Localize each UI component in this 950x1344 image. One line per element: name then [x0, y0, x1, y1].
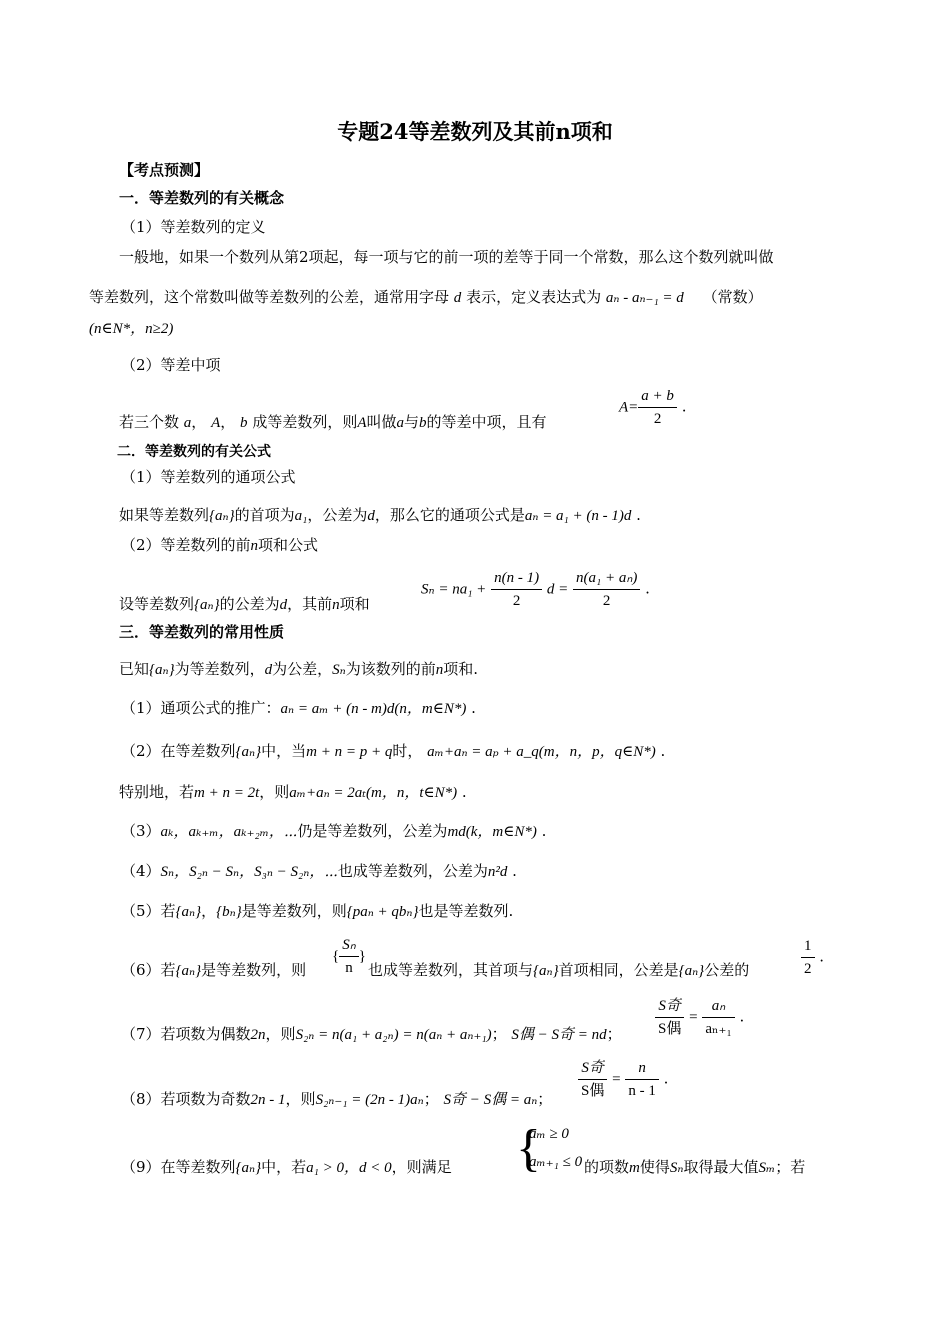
subheading-2-1: （1）等差数列的通项公式 [121, 468, 296, 486]
property-3: （3）aₖ，aₖ₊ₘ，aₖ₊₂ₘ，⋯仍是等差数列，公差为md(k，m∈N*) . [121, 822, 547, 840]
formula-sn-over-n: { $\frac{\text{Sₙ}}{n}$ } [332, 937, 366, 976]
property-9-tail: 的项数m使得Sₙ取得最大值Sₘ；若 [584, 1158, 806, 1176]
section-heading-1: 一．等差数列的有关概念 [119, 189, 285, 207]
subheading-2-2: （2）等差数列的前n项和公式 [121, 536, 319, 554]
page-title: 专题24等差数列及其前n项和 [337, 119, 613, 144]
property-8: （8）若项数为奇数2n - 1，则S₂ₙ₋₁ = (2n - 1)aₙ； S奇 − S偶 = aₙ； [121, 1090, 553, 1108]
formula-general-term: aₙ = a₁ + (n - 1)d [524, 508, 632, 524]
formula-one-half: $\frac{1}{2}$ . [801, 936, 824, 979]
subheading-1-2: （2）等差中项 [121, 356, 221, 374]
property-7: （7）若项数为偶数2n，则S₂ₙ = n(a₁ + a₂ₙ) = n(aₙ + aₙ₊₁)； S偶 − S奇 = nd； [121, 1025, 622, 1043]
section-heading-2: 二．等差数列的有关公式 [117, 444, 271, 460]
paragraph-given: 已知{aₙ}为等差数列，d为公差，Sₙ为该数列的前n项和. [119, 660, 479, 678]
formula-condition: (n∈N*，n≥2) [89, 321, 174, 337]
property-9: （9）在等差数列{aₙ}中，若a₁ > 0，d < 0，则满足 [121, 1158, 452, 1176]
property-2: （2）在等差数列{aₙ}中，当m + n = p + q时， aₘ+aₙ = aₚ + a_q(m，n，p，q∈N*) . [121, 742, 666, 760]
property-4: （4）Sₙ，S₂ₙ − Sₙ，S₃ₙ − S₂ₙ，⋯也成等差数列，公差为n²d . [121, 862, 517, 880]
property-2-special: 特别地，若m + n = 2t，则aₘ+aₙ = 2aₜ(m，n，t∈N*) . [119, 783, 467, 801]
paragraph-arith-mean: 若三个数 a， A， b 成等差数列，则A叫做a与b的等差中项，且有 [119, 413, 547, 431]
subheading-1-1: （1）等差数列的定义 [121, 218, 266, 236]
section-heading-3: 三．等差数列的常用性质 [119, 623, 285, 641]
formula-ratio-even: $\frac{\text{S奇}}{\text{S偶}}$ = $\frac{\text{aₙ}}{\text{aₙ₊₁}}$ . [655, 996, 744, 1039]
formula-sum: Sₙ = na₁ + $\frac{n(n - 1)}{2}$ d = $\frac{\text{n(a₁ + aₙ)}}{2}$ . [421, 570, 650, 609]
formula-definition: aₙ - aₙ₋₁ = d [605, 290, 684, 306]
section-label-kaodian: 【考点预测】 [119, 161, 210, 179]
paragraph-definition-line2: 等差数列，这个常数叫做等差数列的公差，通常用字母 d 表示，定义表达式为 aₙ - aₙ₋₁ = d （常数） [89, 288, 763, 306]
formula-ratio-odd: $\frac{\text{S奇}}{\text{S偶}}$ = $\frac{n}{n - 1}$ . [578, 1058, 668, 1101]
system-line-2: aₘ₊₁ ≤ 0 [529, 1154, 583, 1170]
property-6-tail: 也成等差数列，其首项与{aₙ}首项相同，公差是{aₙ}公差的 [368, 961, 750, 979]
formula-arith-mean: A= $\frac{a + b}{2}$ . [619, 388, 687, 427]
paragraph-general-term: 如果等差数列{aₙ}的首项为a₁，公差为d，那么它的通项公式是aₙ = a₁ + (n - 1)d . [119, 506, 641, 524]
property-6: （6）若{aₙ}是等差数列，则 [121, 961, 307, 979]
property-1: （1）通项公式的推广：aₙ = aₘ + (n - m)d(n，m∈N*) . [121, 699, 476, 717]
paragraph-sum: 设等差数列{aₙ}的公差为d，其前n项和 [119, 595, 370, 613]
system-line-1: aₘ ≥ 0 [529, 1126, 569, 1142]
property-5: （5）若{aₙ}，{bₙ}是等差数列，则{paₙ + qbₙ}也是等差数列. [121, 902, 514, 920]
system-brace: { [516, 1120, 541, 1177]
paragraph-definition-line1: 一般地，如果一个数列从第2项起，每一项与它的前一项的差等于同一个常数，那么这个数列就叫做 [119, 248, 774, 266]
